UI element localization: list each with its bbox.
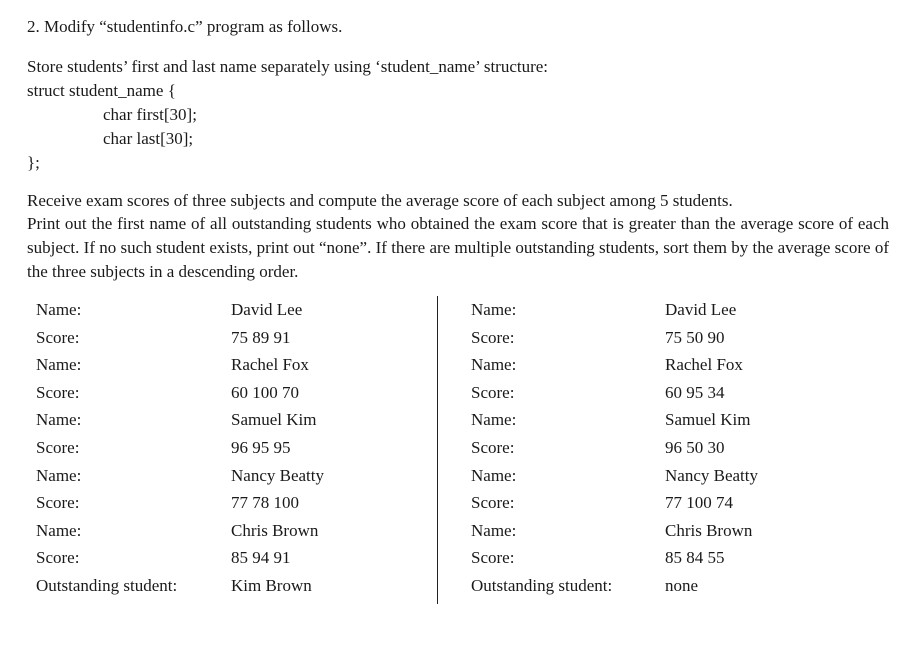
score-label: Score:: [471, 437, 515, 457]
name-label: Name:: [36, 465, 82, 485]
student-name: David Lee: [231, 300, 303, 319]
student-score: 75 89 91: [231, 327, 291, 347]
student-name: Rachel Fox: [665, 355, 743, 375]
score-label: Score:: [471, 327, 515, 347]
score-label: Score:: [471, 382, 515, 402]
name-label: Name:: [36, 300, 82, 319]
student-score: 85 84 55: [665, 548, 725, 568]
student-score: 77 100 74: [665, 493, 733, 513]
outstanding-value: Kim Brown: [231, 575, 312, 595]
student-score: 60 100 70: [231, 382, 299, 402]
student-name: Nancy Beatty: [231, 465, 324, 485]
instruction-paragraph: Print out the first name of all outstanding students who obtained the exam score that is greater than the average score of each subject. If no such student exists, print out “none”. If there are multiple outstanding students, sort them by the average score of the three subjects in a descending order.: [27, 214, 889, 281]
score-label: Score:: [36, 327, 80, 347]
student-name: Samuel Kim: [665, 410, 751, 430]
code-line-last: char last[30];: [103, 129, 194, 148]
struct-intro: Store students’ first and last name separately using ‘student_name’ structure:: [27, 57, 549, 76]
student-score: 60 95 34: [665, 382, 725, 402]
name-label: Name:: [471, 300, 517, 319]
code-line-close: };: [27, 153, 40, 172]
score-label: Score:: [36, 382, 80, 402]
student-score: 96 50 30: [665, 437, 725, 457]
score-label: Score:: [36, 548, 80, 568]
column-divider: [437, 296, 438, 604]
student-name: Nancy Beatty: [665, 465, 758, 485]
student-name: Samuel Kim: [231, 410, 317, 430]
name-label: Name:: [36, 410, 82, 430]
outstanding-value: none: [665, 575, 699, 595]
code-line-struct: struct student_name {: [27, 81, 176, 100]
student-name: Chris Brown: [231, 520, 319, 540]
instruction-line: Receive exam scores of three subjects and compute the average score of each subject among 5 students.: [27, 191, 733, 210]
score-label: Score:: [36, 437, 80, 457]
name-label: Name:: [471, 355, 517, 375]
name-label: Name:: [36, 520, 82, 540]
name-label: Name:: [471, 410, 517, 430]
name-label: Name:: [36, 355, 82, 375]
outstanding-label: Outstanding student:: [36, 575, 178, 595]
outstanding-label: Outstanding student:: [471, 575, 613, 595]
score-label: Score:: [471, 493, 515, 513]
student-name: Chris Brown: [665, 520, 753, 540]
name-label: Name:: [471, 465, 517, 485]
problem-heading: 2. Modify “studentinfo.c” program as follows.: [27, 17, 343, 36]
score-label: Score:: [471, 548, 515, 568]
code-line-first: char first[30];: [103, 105, 197, 124]
student-score: 85 94 91: [231, 548, 291, 568]
student-score: 75 50 90: [665, 327, 725, 347]
student-name: David Lee: [665, 300, 737, 319]
student-score: 77 78 100: [231, 493, 299, 513]
score-label: Score:: [36, 493, 80, 513]
student-name: Rachel Fox: [231, 355, 309, 375]
student-score: 96 95 95: [231, 437, 291, 457]
name-label: Name:: [471, 520, 517, 540]
